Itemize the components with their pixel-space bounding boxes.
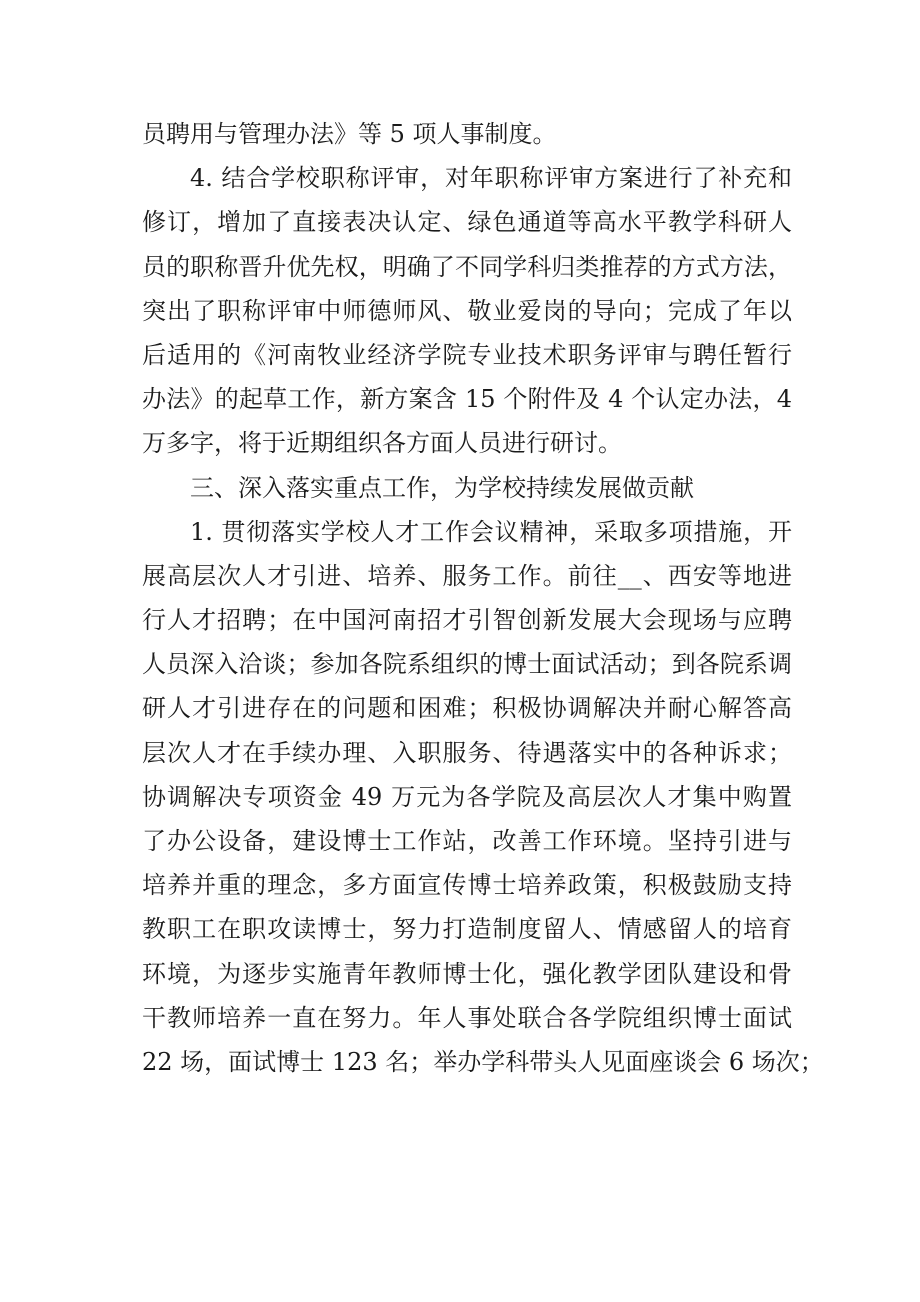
text-line-4: 员的职称晋升优先权，明确了不同学科归类推荐的方式方法， xyxy=(142,252,792,281)
text-line-5: 突出了职称评审中师德师风、敬业爱岗的导向；完成了年以 xyxy=(142,296,792,325)
text-line-3: 修订，增加了直接表决认定、绿色通道等高水平教学科研人 xyxy=(142,208,792,237)
text-line-13: 人员深入洽谈；参加各院系组织的博士面试活动；到各院系调 xyxy=(142,650,792,679)
text-line-16: 协调解决专项资金 49 万元为各学院及高层次人才集中购置 xyxy=(142,782,792,811)
text-line-17: 了办公设备，建设博士工作站，改善工作环境。坚持引进与 xyxy=(142,827,792,855)
text-line-14: 研人才引进存在的问题和困难；积极协调解决并耐心解答高 xyxy=(142,694,792,723)
text-line-6: 后适用的《河南牧业经济学院专业技术职务评审与聘任暂行 xyxy=(142,340,792,369)
text-line-21: 干教师培养一直在努力。年人事处联合各学院组织博士面试 xyxy=(142,1003,792,1032)
document-body xyxy=(142,112,824,1084)
text-line-22: 22 场，面试博士 123 名；举办学科带头人见面座谈会 6 场次； xyxy=(142,1047,824,1076)
text-line-18: 培养并重的理念，多方面宣传博士培养政策，积极鼓励支持 xyxy=(142,871,792,900)
text-line-12: 行人才招聘；在中国河南招才引智创新发展大会现场与应聘 xyxy=(142,606,792,635)
text-line-20: 环境，为逐步实施青年教师博士化，强化教学团队建设和骨 xyxy=(142,959,792,988)
text-line-8: 万多字，将于近期组织各方面人员进行研讨。 xyxy=(142,429,622,458)
text-line-7: 办法》的起草工作，新方案含 15 个附件及 4 个认定办法，4 xyxy=(142,385,792,414)
text-line-1: 员聘用与管理办法》等 5 项人事制度。 xyxy=(142,120,557,148)
text-line-2: 4. 结合学校职称评审，对年职称评审方案进行了补充和 xyxy=(190,164,792,193)
text-line-15: 层次人才在手续办理、入职服务、待遇落实中的各种诉求； xyxy=(142,738,792,767)
text-line-19: 教职工在职攻读博士，努力打造制度留人、情感留人的培育 xyxy=(142,915,792,944)
text-line-11: 展高层次人才引进、培养、服务工作。前往__、西安等地进 xyxy=(142,561,792,590)
section-heading: 三、深入落实重点工作，为学校持续发展做贡献 xyxy=(190,473,694,502)
text-line-10: 1. 贯彻落实学校人才工作会议精神，采取多项措施，开 xyxy=(190,517,792,546)
